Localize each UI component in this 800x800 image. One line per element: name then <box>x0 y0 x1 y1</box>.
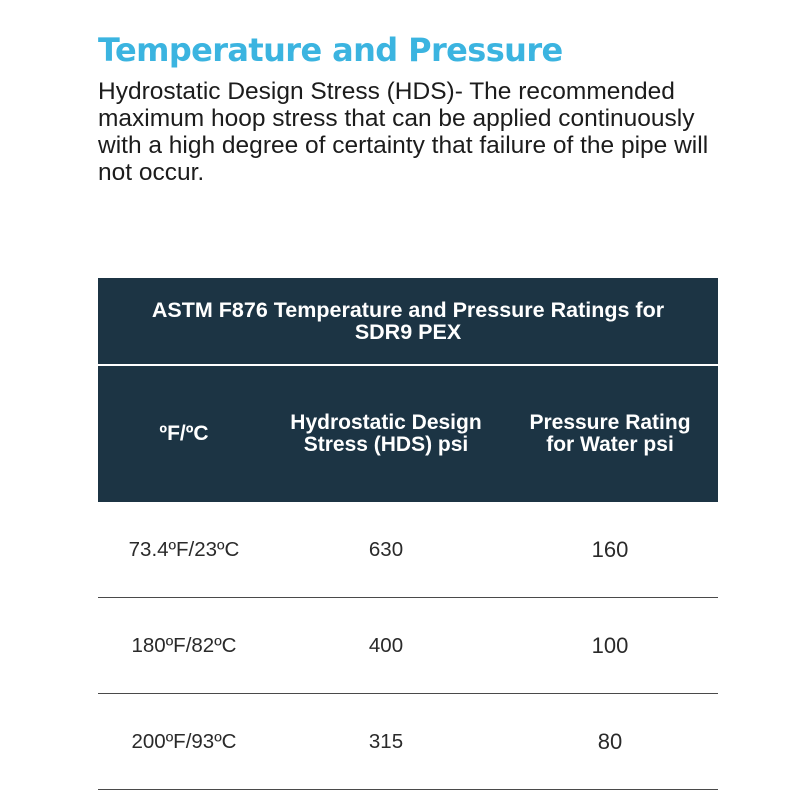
table-row <box>98 598 718 694</box>
table-header-row <box>98 366 718 502</box>
cell-pressure-rating: 80 <box>597 728 623 754</box>
table-title-text: ASTM F876 Temperature and Pressure Ratings for SDR9 PEX <box>151 298 665 344</box>
cell-temperature: 73.4ºF/23ºC <box>128 537 240 561</box>
ratings-table <box>98 278 718 790</box>
column-header-pressure-rating: Pressure Rating for Water psi <box>529 411 691 456</box>
page-heading: Temperature and Pressure <box>98 31 563 69</box>
cell-pressure-rating: 160 <box>591 536 629 562</box>
table-row <box>98 694 718 790</box>
cell-temperature: 180ºF/82ºC <box>131 633 237 657</box>
table-row <box>98 502 718 598</box>
hds-definition: Hydrostatic Design Stress (HDS)- The recommended maximum hoop stress that can be applied continuously with a high degree of certainty that failure of the pipe will not occur. <box>98 78 709 186</box>
cell-pressure-rating: 100 <box>591 632 629 658</box>
cell-hds: 400 <box>368 633 404 657</box>
cell-temperature: 200ºF/93ºC <box>131 729 237 753</box>
table-title <box>98 278 718 364</box>
column-header-hds: Hydrostatic Design Stress (HDS) psi <box>290 411 482 456</box>
column-header-temperature: ºF/ºC <box>159 422 209 445</box>
cell-hds: 315 <box>368 729 404 753</box>
cell-hds: 630 <box>368 537 404 561</box>
